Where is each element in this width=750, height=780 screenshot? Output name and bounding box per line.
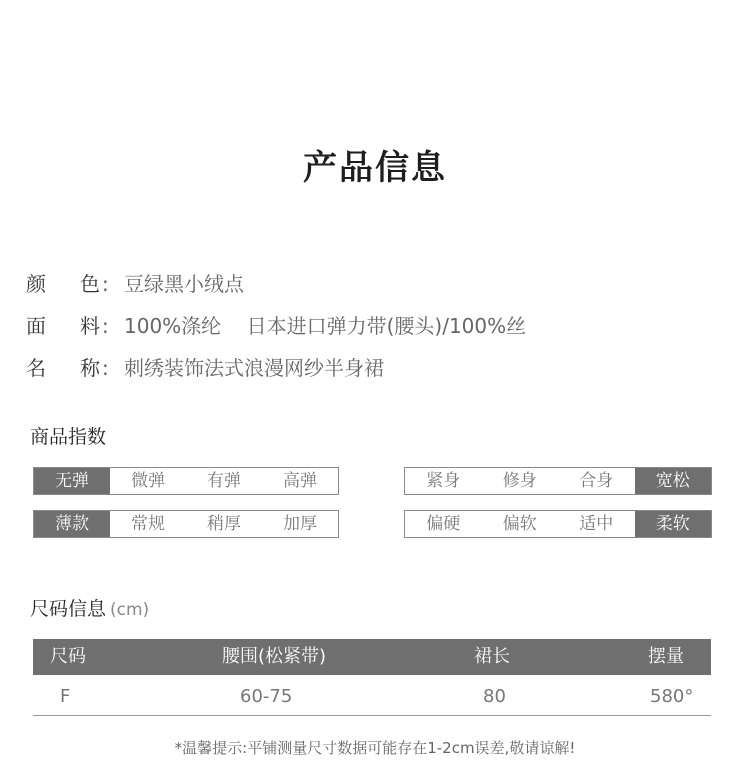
attribute-material [26,312,526,340]
header-cell: 腰围(松紧带) [222,646,327,667]
fit-scale [404,467,712,495]
scale-option: 加厚 [283,514,317,534]
colon: : [102,314,109,338]
measurement-note: *温馨提示:平铺测量尺寸数据可能存在1-2cm误差,敬请谅解! [174,739,576,757]
scale-option: 偏硬 [426,514,461,534]
scale-option: 修身 [502,471,537,491]
table-row [33,679,711,716]
colon: : [102,356,109,380]
scale-option: 紧身 [426,471,461,491]
page-title: 产品信息 [303,148,447,188]
table-cell: 80 [483,686,506,707]
scale-option: 偏软 [502,514,537,534]
attribute-color [26,270,244,298]
elasticity-scale [33,467,339,495]
attribute-key: 颜 [26,272,46,296]
header-cell: 尺码 [50,646,86,667]
size-title [30,594,149,621]
scale-option: 有弹 [207,471,241,491]
attribute-value: 豆绿黑小绒点 [124,272,244,296]
size-table-header [33,639,711,675]
attribute-key: 名 [26,356,46,380]
attribute-key: 色 [80,272,100,296]
scale-option: 高弹 [283,471,317,491]
colon: : [102,272,109,296]
header-cell: 裙长 [474,646,510,667]
table-cell: F [60,686,71,707]
size-title-text: 尺码信息 [30,598,107,620]
scale-option: 宽松 [635,468,712,494]
attribute-key: 面 [26,314,46,338]
softness-scale [404,510,712,538]
scale-option: 柔软 [635,511,712,537]
scale-option: 适中 [579,514,614,534]
scale-option: 无弹 [34,468,110,494]
scale-option: 微弹 [131,471,165,491]
header-cell: 摆量 [648,646,684,667]
table-cell: 580° [650,686,694,707]
attribute-key: 料 [80,314,100,338]
attribute-value: 刺绣装饰法式浪漫网纱半身裙 [124,356,384,380]
scale-option: 稍厚 [207,514,241,534]
size-unit: (cm) [110,600,150,620]
scale-option: 合身 [579,471,614,491]
thickness-scale [33,510,339,538]
attribute-value: 100%涤纶 日本进口弹力带(腰头)/100%丝 [124,314,527,338]
table-cell: 60-75 [240,686,293,707]
scale-option: 常规 [131,514,165,534]
attribute-key: 称 [80,356,100,380]
index-title: 商品指数 [30,426,107,448]
scale-option: 薄款 [34,511,110,537]
attribute-name [26,354,384,382]
